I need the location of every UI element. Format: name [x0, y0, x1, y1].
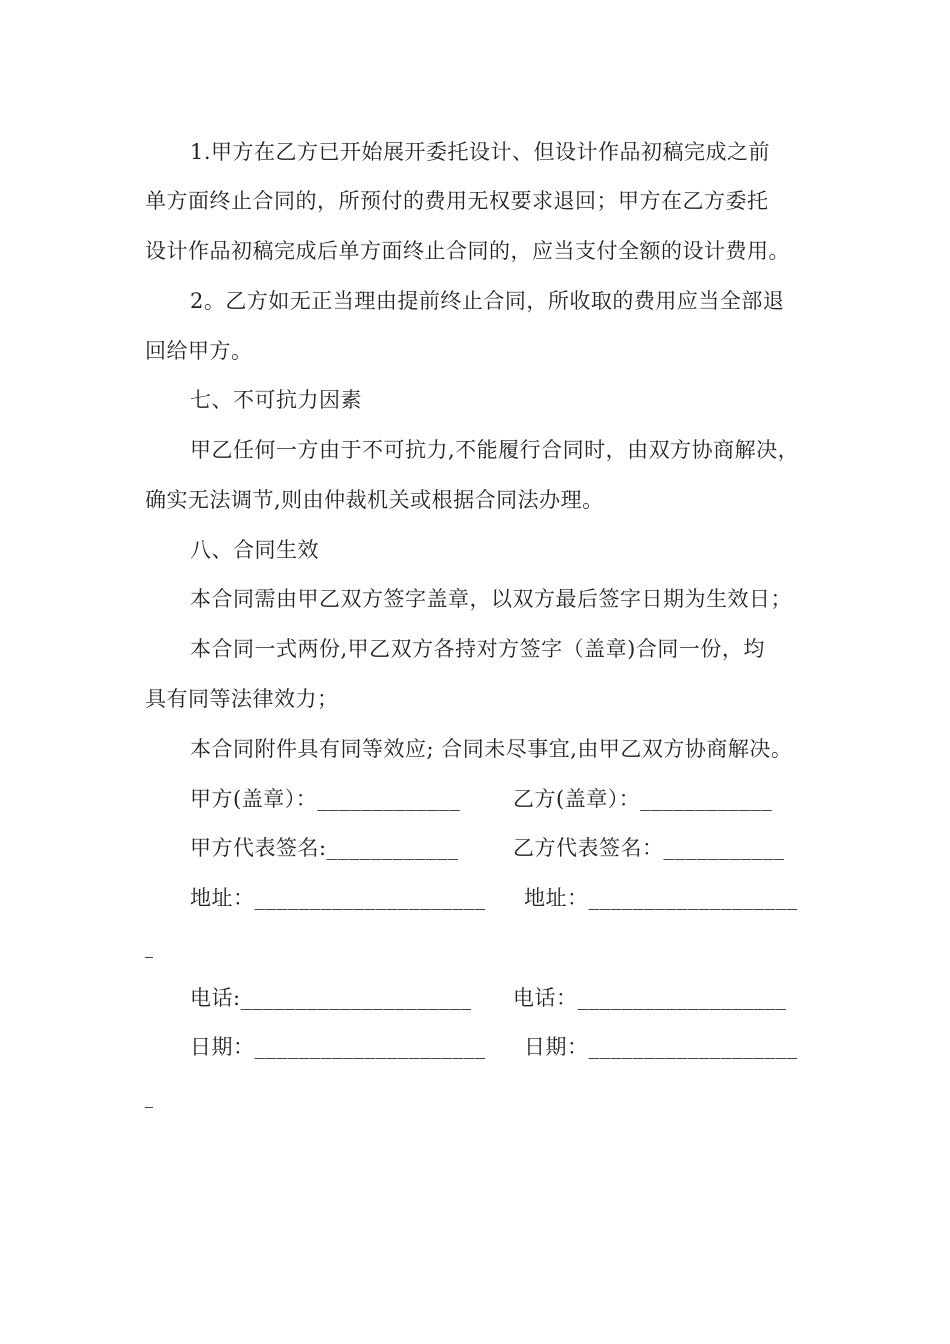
section8-line2: 本合同一式两份,甲乙双方各持对方签字（盖章)合同一份，均	[190, 637, 765, 661]
party-a-seal: 甲方(盖章）：_____________	[190, 787, 461, 811]
section8-line3: 具有同等法律效力；	[145, 687, 339, 711]
para1-line3: 设计作品初稿完成后单方面终止合同的，应当支付全额的设计费用。	[145, 239, 790, 263]
para2-line1: 2。乙方如无正当理由提前终止合同，所收取的费用应当全部退	[190, 289, 785, 313]
section7-heading: 七、不可抗力因素	[190, 388, 362, 412]
party-b-representative: 乙方代表签名：___________	[513, 836, 785, 860]
party-a-date: 日期：_____________________	[190, 1035, 486, 1059]
section8-heading: 八、合同生效	[190, 538, 319, 562]
section7-line2: 确实无法调节,则由仲裁机关或根据合同法办理。	[145, 488, 604, 512]
stray-dash-2	[145, 1107, 153, 1108]
section7-line1: 甲乙任何一方由于不可抗力,不能履行合同时，由双方协商解决，	[190, 438, 800, 462]
para2-line2: 回给甲方。	[145, 339, 253, 363]
party-b-seal: 乙方(盖章）：____________	[513, 787, 773, 811]
party-b-address: 地址：___________________	[524, 886, 798, 910]
party-a-address: 地址：_____________________	[190, 886, 486, 910]
para1-line2: 单方面终止合同的，所预付的费用无权要求退回；甲方在乙方委托	[145, 189, 769, 213]
party-b-phone: 电话：___________________	[513, 986, 787, 1010]
stray-dash-1	[145, 957, 153, 958]
party-a-phone: 电话:_____________________	[190, 986, 472, 1010]
section8-line1: 本合同需由甲乙双方签字盖章，以双方最后签字日期为生效日；	[190, 587, 792, 611]
party-b-date: 日期：___________________	[524, 1035, 798, 1059]
party-a-representative: 甲方代表签名:____________	[190, 836, 459, 860]
para1-line1: 1.甲方在乙方已开始展开委托设计、但设计作品初稿完成之前	[190, 140, 771, 164]
section8-line4: 本合同附件具有同等效应; 合同未尽事宜,由甲乙双方协商解决。	[190, 737, 793, 761]
